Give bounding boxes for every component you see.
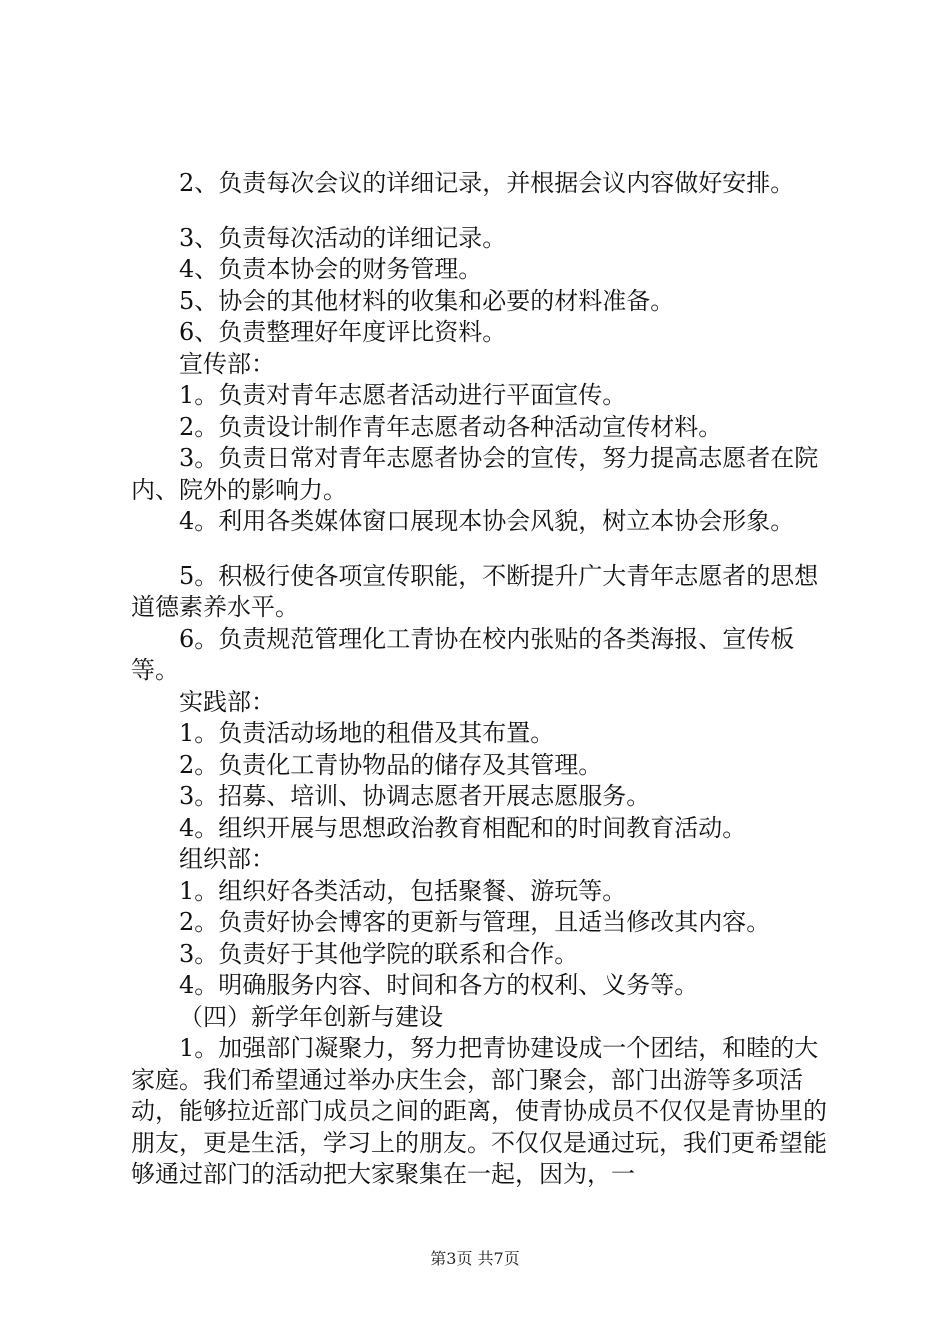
paragraph: 3。招募、培训、协调志愿者开展志愿服务。 bbox=[179, 782, 651, 810]
paragraph: 5、协会的其他材料的收集和必要的材料准备。 bbox=[179, 286, 675, 315]
paragraph: 3、负责每次活动的详细记录。 bbox=[179, 223, 507, 252]
paragraph: 2。负责设计制作青年志愿者动各种活动宣传材料。 bbox=[179, 412, 723, 441]
paragraph: 5。积极行使各项宣传职能，不断提升广大青年志愿者的思想道德素养水平。 bbox=[131, 561, 819, 621]
section-heading: （四）新学年创新与建设 bbox=[179, 1002, 443, 1031]
paragraph: 1。负责对青年志愿者活动进行平面宣传。 bbox=[179, 381, 627, 409]
paragraph: 4。利用各类媒体窗口展现本协会风貌，树立本协会形象。 bbox=[179, 507, 795, 535]
paragraph: 6。负责规范管理化工青协在校内张贴的各类海报、宣传板等。 bbox=[131, 624, 795, 684]
body-text bbox=[131, 168, 831, 1191]
paragraph: 2、负责每次会议的详细记录，并根据会议内容做好安排。 bbox=[179, 169, 795, 197]
paragraph: 1。负责活动场地的租借及其布置。 bbox=[179, 719, 555, 747]
page-footer: 第3页 共7页 bbox=[430, 1249, 520, 1268]
paragraph: 1。组织好各类活动，包括聚餐、游玩等。 bbox=[179, 876, 627, 905]
paragraph: 4。组织开展与思想政治教育相配和的时间教育活动。 bbox=[179, 813, 747, 842]
paragraph: 3。负责好于其他学院的联系和合作。 bbox=[179, 939, 579, 968]
paragraph: 2。负责化工青协物品的储存及其管理。 bbox=[179, 750, 603, 779]
section-heading: 实践部： bbox=[179, 687, 275, 716]
paragraph: 2。负责好协会博客的更新与管理，且适当修改其内容。 bbox=[179, 908, 771, 936]
section-heading: 宣传部： bbox=[179, 349, 275, 378]
paragraph: 1。加强部门凝聚力，努力把青协建设成一个团结，和睦的大家庭。我们希望通过举办庆生会，部门聚会，部门出游等多项活动，能够拉近部门成员之间的距离，使青协成员不仅仅是青协里的朋友，更是生活，学习上的朋友。不仅仅是通过玩，我们更希望能够通过部门的活动把大家聚集在一起，因为，一 bbox=[131, 1034, 827, 1188]
paragraph: 3。负责日常对青年志愿者协会的宣传，努力提高志愿者在院内、院外的影响力。 bbox=[131, 444, 819, 504]
paragraph: 4。明确服务内容、时间和各方的权利、义务等。 bbox=[179, 971, 699, 999]
section-heading: 组织部： bbox=[179, 845, 275, 873]
paragraph: 6、负责整理好年度评比资料。 bbox=[179, 318, 507, 346]
paragraph: 4、负责本协会的财务管理。 bbox=[179, 255, 483, 283]
